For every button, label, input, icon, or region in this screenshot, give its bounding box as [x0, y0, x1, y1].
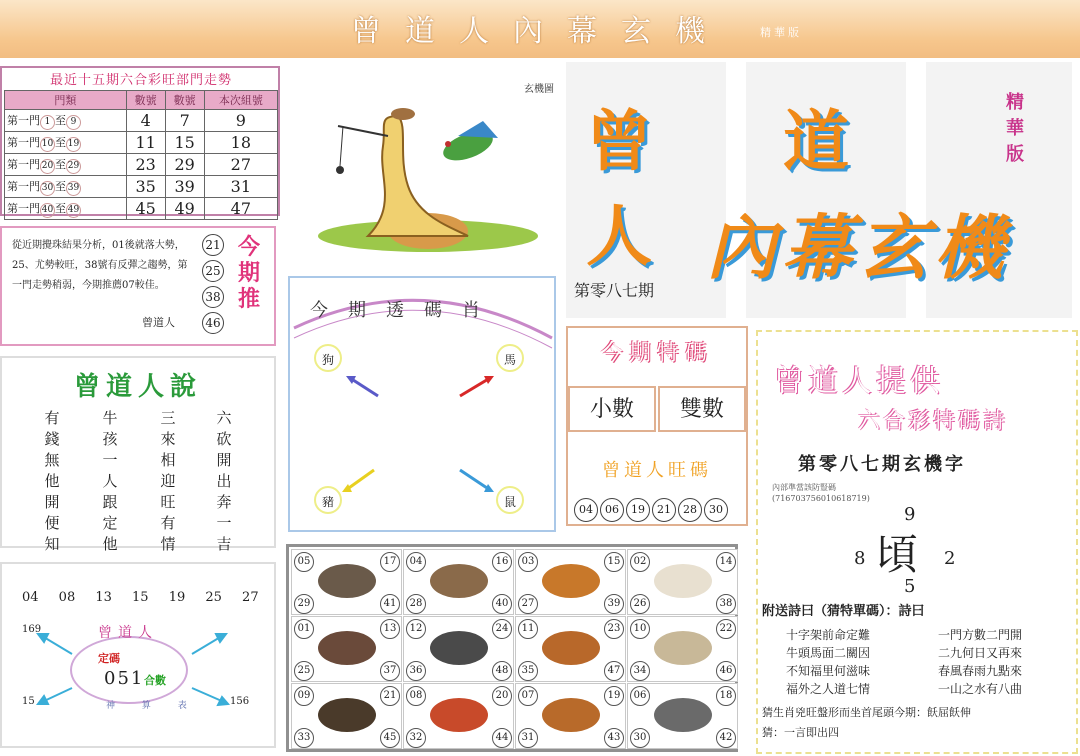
zodiac-number: 10 [630, 619, 650, 639]
code-label: 定碼 [98, 652, 120, 665]
code-sum: 合數 [144, 674, 166, 687]
says-column: 三來相迎旺有情 [160, 409, 176, 553]
code-numbers: 04 08 13 15 19 25 27 [22, 590, 259, 605]
riddle-line: 猜生肖兇旺盤形而坐首尾頭今期：飫屈飫伸 [762, 706, 971, 719]
trend-col: 門類 [5, 91, 127, 110]
cover-line1: 曾 道 人 [586, 103, 903, 275]
pick-text: 從近期攪珠結果分析，01後就落大勢，25、尤勢較旺，38號有反彈之趨勢，第一門走勢稍弱，今期推薦07較佳。 [12, 240, 188, 291]
zodiac-number: 31 [518, 728, 538, 748]
poem-heading: 第零八七期玄機字 [798, 454, 966, 475]
zodiac-number: 27 [518, 594, 538, 614]
zodiac-number: 11 [518, 619, 538, 639]
king-number: 04 [574, 498, 598, 522]
glyph-bottom: 5 [904, 576, 916, 597]
zodiac-cell [515, 549, 626, 615]
zodiac-number: 12 [406, 619, 426, 639]
cover-edition: 精華版 [1006, 92, 1024, 165]
zodiac-number: 42 [716, 728, 736, 748]
zodiac-cell [627, 549, 738, 615]
zodiac-number: 26 [630, 594, 650, 614]
poem-line: 十字架前命定難 [786, 628, 871, 642]
pick-panel [0, 226, 276, 346]
poem-line: 不知福里何滋味 [786, 664, 871, 678]
zodiac-arrow-panel [288, 276, 556, 532]
king-number: 30 [704, 498, 728, 522]
zodiac-number: 09 [294, 686, 314, 706]
poem-panel [756, 330, 1078, 754]
poem-note: 內部準當該防豎碼 [772, 483, 836, 492]
zodiac-number: 44 [492, 728, 512, 748]
zodiac-number: 15 [604, 552, 624, 572]
glyph-char: 頃 [876, 530, 919, 579]
special-title: 今期特碼 [600, 341, 713, 366]
zodiac-horse: 馬 [496, 344, 524, 372]
arrow-title: 今期透碼肖 [310, 300, 500, 321]
page-subtitle: 精華版 [760, 26, 802, 39]
zodiac-number: 17 [380, 552, 400, 572]
zodiac-cell [515, 616, 626, 682]
zodiac-number: 30 [630, 728, 650, 748]
image-caption: 玄機圖 [524, 84, 554, 95]
zodiac-animal-image [542, 564, 600, 598]
pick-number: 21 [202, 234, 224, 256]
zodiac-number: 01 [294, 619, 314, 639]
pick-numbers [202, 234, 232, 338]
table-row: 第一門 40 至 49 45 49 47 [5, 198, 278, 220]
zodiac-number: 23 [604, 619, 624, 639]
zodiac-animal-image [430, 564, 488, 598]
zodiac-number: 29 [294, 594, 314, 614]
zodiac-animal-image [318, 698, 376, 732]
zodiac-animal-image [542, 698, 600, 732]
zodiac-number: 33 [294, 728, 314, 748]
king-number: 28 [678, 498, 702, 522]
code-n-tl: 169 [22, 624, 42, 635]
zodiac-number: 21 [380, 686, 400, 706]
trend-col: 數號 [165, 91, 204, 110]
king-number: 21 [652, 498, 676, 522]
table-row: 第一門 30 至 39 35 39 31 [5, 176, 278, 198]
zodiac-number: 40 [492, 594, 512, 614]
zodiac-animal-image [318, 564, 376, 598]
poem-line: 福外之人道七情 [786, 682, 871, 696]
glyph-right: 2 [944, 548, 956, 569]
says-column: 有錢無他開便知 [44, 409, 60, 553]
zodiac-number: 43 [604, 728, 624, 748]
zodiac-number: 13 [380, 619, 400, 639]
code-oval-title: 曾道人 [98, 625, 158, 641]
trend-table [4, 90, 278, 220]
table-row: 第一門 10 至 19 11 15 18 [5, 132, 278, 154]
zodiac-number: 03 [518, 552, 538, 572]
zodiac-number: 24 [492, 619, 512, 639]
code-value: 051 [104, 668, 145, 689]
zodiac-number: 05 [294, 552, 314, 572]
special-double: 雙數 [658, 386, 746, 432]
poem-subtitle: 六合彩特碼詩 [858, 409, 1009, 434]
poem-line: 春風春雨九點來 [938, 664, 1023, 678]
mystery-image-panel [288, 66, 558, 262]
poem-line: 一山之水有八曲 [938, 682, 1023, 696]
zodiac-animal-image [542, 631, 600, 665]
riddle-line: 猜：一言即出四 [762, 726, 839, 739]
zodiac-cell [403, 616, 514, 682]
zodiac-number: 39 [604, 594, 624, 614]
trend-col: 本次組號 [204, 91, 277, 110]
zodiac-animal-image [654, 698, 712, 732]
special-small: 小數 [568, 386, 656, 432]
zodiac-number: 41 [380, 594, 400, 614]
zodiac-cell [291, 549, 402, 615]
trend-col: 數號 [126, 91, 165, 110]
says-column: 六砍開出奔一吉 [216, 409, 232, 553]
zodiac-number: 07 [518, 686, 538, 706]
zodiac-animal-image [430, 631, 488, 665]
pick-number: 25 [202, 260, 224, 282]
issue-number: 第零八七期 [574, 281, 655, 300]
special-code-panel [566, 326, 748, 526]
king-title: 曾道人旺碼 [602, 460, 712, 481]
glyph-left: 8 [854, 548, 866, 569]
says-column: 牛孩一人跟定他 [102, 409, 118, 553]
zodiac-number: 28 [406, 594, 426, 614]
code-bottom-text: 神 算 表 [106, 701, 199, 711]
zodiac-number: 22 [716, 619, 736, 639]
poem-line: 二九何日又再來 [938, 646, 1023, 660]
king-numbers [574, 498, 746, 522]
zodiac-animal-image [654, 631, 712, 665]
trend-panel [0, 66, 280, 216]
zodiac-grid [286, 544, 738, 752]
zodiac-number: 36 [406, 661, 426, 681]
zodiac-number: 48 [492, 661, 512, 681]
zodiac-animal-image [654, 564, 712, 598]
glyph-top: 9 [904, 504, 916, 525]
zodiac-number: 47 [604, 661, 624, 681]
zodiac-number: 08 [406, 686, 426, 706]
pick-number: 46 [202, 312, 224, 334]
zodiac-cell [403, 683, 514, 749]
poem-line: 牛頭馬面二關因 [786, 646, 871, 660]
zodiac-number: 16 [492, 552, 512, 572]
says-title: 曾道人說 [73, 372, 202, 402]
page-title: 曾道人內幕玄機 [351, 14, 729, 49]
zodiac-number: 45 [380, 728, 400, 748]
pick-signature: 曾道人 [142, 316, 175, 329]
zodiac-number: 14 [716, 552, 736, 572]
code-n-bl: 15 [22, 696, 35, 707]
zodiac-pig: 豬 [314, 486, 342, 514]
zodiac-animal-image [430, 698, 488, 732]
pick-number: 38 [202, 286, 224, 308]
zodiac-cell [627, 616, 738, 682]
zodiac-number: 19 [604, 686, 624, 706]
zodiac-cell [403, 549, 514, 615]
zodiac-rat: 鼠 [496, 486, 524, 514]
code-n-br: 156 [230, 696, 250, 707]
zodiac-number: 18 [716, 686, 736, 706]
pick-label: 今期推 [238, 234, 261, 312]
cover-line2: 內幕玄機 [706, 207, 1010, 289]
king-number: 06 [600, 498, 624, 522]
zodiac-number: 38 [716, 594, 736, 614]
poem-title: 曾道人提供 [774, 364, 944, 399]
zodiac-cell [627, 683, 738, 749]
zodiac-cell [291, 683, 402, 749]
poem-line: 一門方數二門開 [938, 628, 1023, 642]
zodiac-number: 02 [630, 552, 650, 572]
zodiac-number: 37 [380, 661, 400, 681]
zodiac-dog: 狗 [314, 344, 342, 372]
zodiac-number: 34 [630, 661, 650, 681]
zodiac-number: 04 [406, 552, 426, 572]
trend-title: 最近十五期六合彩旺部門走勢 [49, 73, 232, 88]
zodiac-number: 35 [518, 661, 538, 681]
code-panel [0, 562, 276, 748]
cartoon-illustration [308, 86, 548, 256]
zodiac-number: 46 [716, 661, 736, 681]
king-number: 19 [626, 498, 650, 522]
zodiac-number: 25 [294, 661, 314, 681]
zodiac-cell [291, 616, 402, 682]
zodiac-number: 06 [630, 686, 650, 706]
zodiac-animal-image [318, 631, 376, 665]
zodiac-cell [515, 683, 626, 749]
table-row: 第一門 1 至 9 4 7 9 [5, 110, 278, 132]
poem-note-code: (716703756010618719) [772, 494, 870, 503]
poem-intro: 附送詩曰（猜特單碼）：詩曰 [762, 604, 925, 619]
table-row: 第一門 20 至 29 23 29 27 [5, 154, 278, 176]
zodiac-number: 20 [492, 686, 512, 706]
zodiac-number: 32 [406, 728, 426, 748]
says-panel [0, 356, 276, 553]
